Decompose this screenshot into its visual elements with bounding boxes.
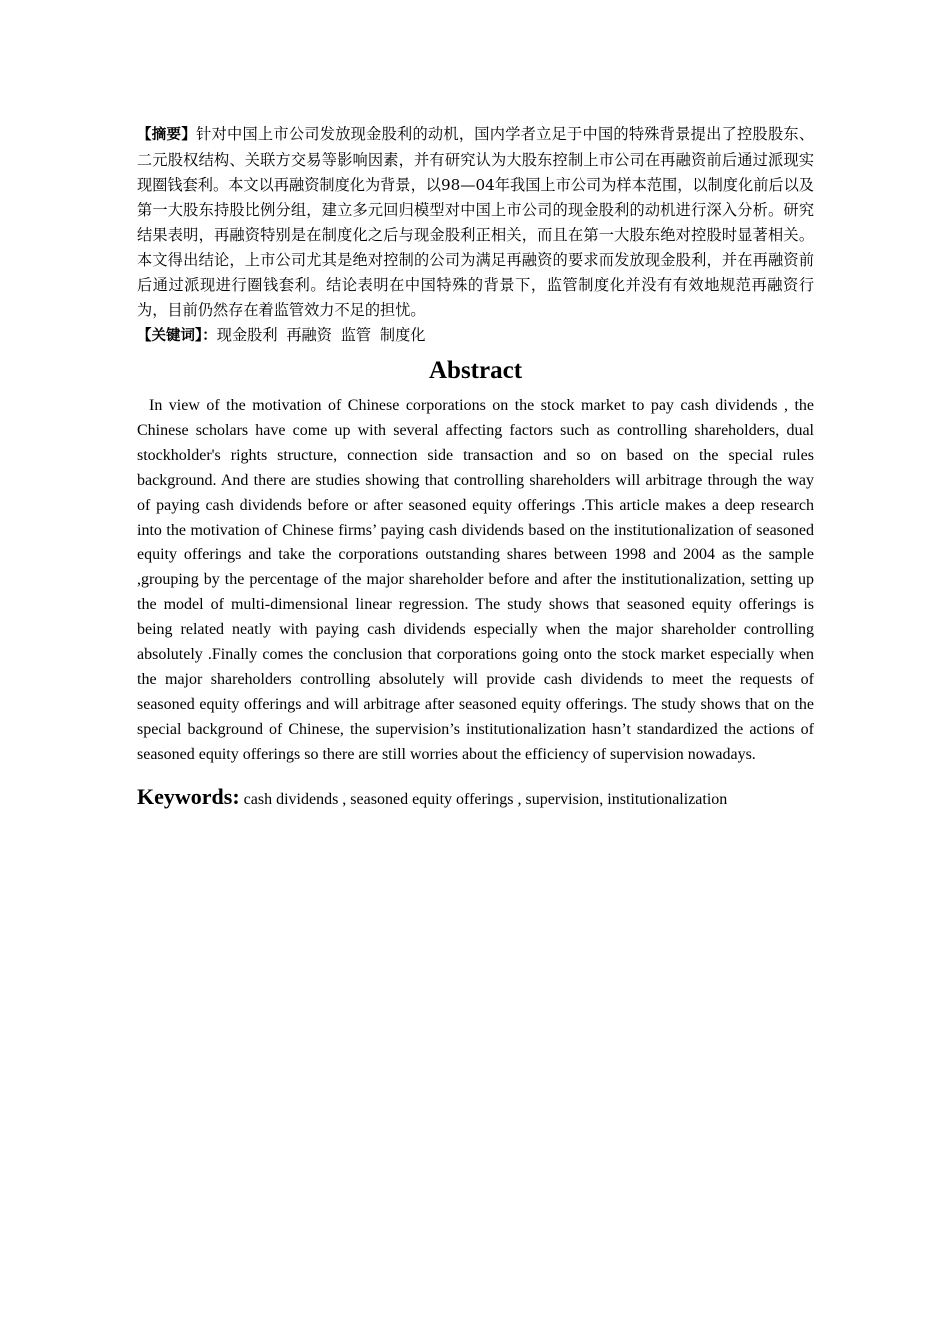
chinese-keywords-text: 现金股利 再融资 监管 制度化 bbox=[216, 326, 426, 344]
chinese-abstract-text: 针对中国上市公司发放现金股利的动机，国内学者立足于中国的特殊背景提出了控股股东、二元股权结构、关联方交易等影响因素，并有研究认为大股东控制上市公司在再融资前后通过派现实现圈钱套利。本文以再融资制度化为背景，以98—04年我国上市公司为样本范围，以制度化前后以及第一大股东持股比例分组，建立多元回归模型对中国上市公司的现金股利的动机进行深入分析。研究结果表明，再融资特别是在制度化之后与现金股利正相关，而且在第一大股东绝对控股时显著相关。本文得出结论，上市公司尤其是绝对控制的公司为满足再融资的要求而发放现金股利，并在再融资前后通过派现进行圈钱套利。结论表明在中国特殊的背景下，监管制度化并没有有效地规范再融资行为，目前仍然存在着监管效力不足的担忧。 bbox=[137, 125, 815, 319]
english-abstract: In view of the motivation of Chinese corporations on the stock market to pay cash dividends , the Chinese scholars have come up with several affecting factors such as controlling shareholders, dual stockholder's rights structure, connection side transaction and so on based on the special rules background. And there are studies showing that controlling shareholders will arbitrage through the way of paying cash dividends before or after seasoned equity offerings .This article makes a deep research into the motivation of Chinese firms’ paying cash dividends based on the institutionalization of seasoned equity offerings and take the corporations outstanding shares between 1998 and 2004 as the sample ,grouping by the percentage of the major shareholder before and after the institutionalization, setting up the model of multi-dimensional linear regression. The study shows that seasoned equity offerings is being related neatly with paying cash dividends especially when the major shareholder controlling absolutely .Finally comes the conclusion that corporations going onto the stock market especially when the major shareholders controlling absolutely will provide cash dividends to meet the requests of seasoned equity offerings and will arbitrage after seasoned equity offerings. The study shows that on the special background of Chinese, the supervision’s institutionalization hasn’t standardized the actions of seasoned equity offerings so there are still worries about the efficiency of supervision nowadays. bbox=[137, 397, 814, 763]
chinese-abstract bbox=[137, 122, 814, 323]
english-abstract-title: Abstract bbox=[428, 357, 523, 384]
chinese-abstract-label: 【摘要】 bbox=[137, 127, 197, 143]
document-page bbox=[137, 122, 814, 815]
chinese-keywords-label: 【关键词】： bbox=[137, 328, 217, 344]
chinese-keywords bbox=[137, 323, 814, 349]
english-keywords bbox=[137, 782, 814, 815]
english-keywords-label: Keywords: bbox=[137, 783, 240, 809]
english-keywords-text: cash dividends , seasoned equity offerings , supervision, institutionalization bbox=[243, 790, 728, 808]
